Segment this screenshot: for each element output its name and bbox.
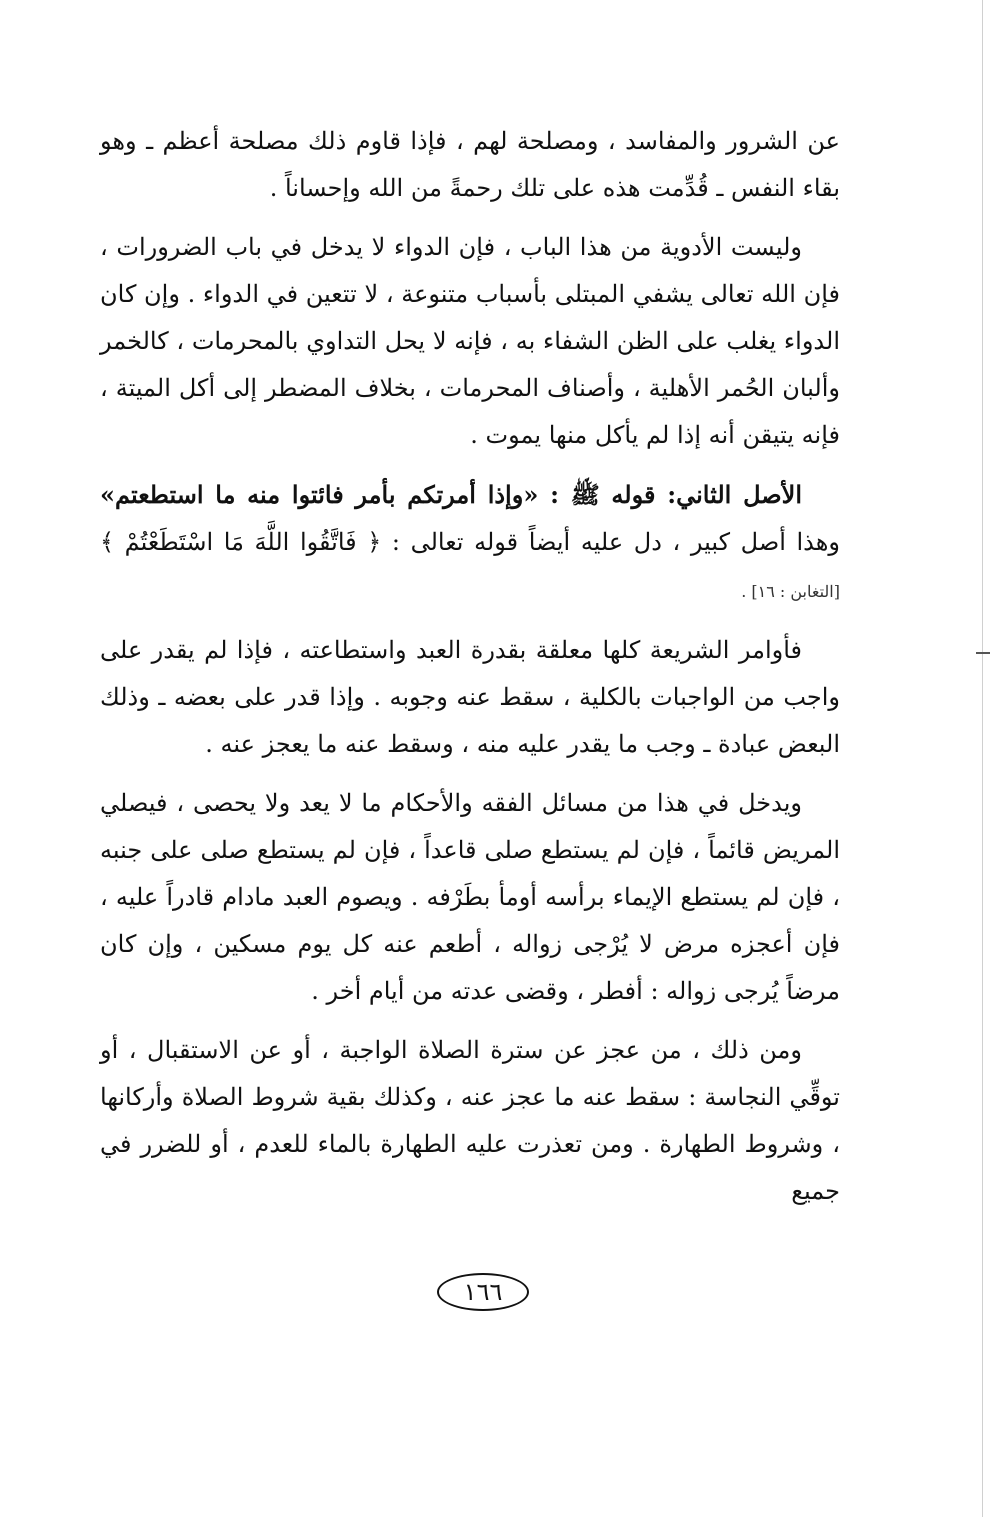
paragraph-asl: [100, 471, 840, 615]
asl-text: وهذا أصل كبير ، دل عليه أيضاً قوله تعالى :: [391, 528, 840, 556]
paragraph-6: ومن ذلك ، من عجز عن سترة الصلاة الواجبة ، أو عن الاستقبال ، أو توقِّي النجاسة : سقط عنه ما عجز عنه ، وكذلك بقية شروط الصلاة وأركانها ، وشروط الطهارة . ومن تعذرت عليه الطهارة بالماء للعدم ، أو للضرر في جميع: [100, 1036, 840, 1205]
paragraph-4: فأوامر الشريعة كلها معلقة بقدرة العبد واستطاعته ، فإذا لم يقدر على واجب من الواجبات بالكلية ، سقط عنه وجوبه . وإذا قدر على بعضه ـ وذلك البعض عبادة ـ وجب ما يقدر عليه منه ، وسقط عنه ما يعجز عنه .: [100, 636, 840, 758]
quran-verse: ﴿ فَاتَّقُوا اللَّهَ مَا اسْتَطَعْتُمْ ﴾: [100, 528, 382, 556]
paragraph-1: عن الشرور والمفاسد ، ومصلحة لهم ، فإذا قاوم ذلك مصلحة أعظم ـ وهو بقاء النفس ـ قُدِّمت هذه على تلك رحمةً من الله وإحساناً .: [100, 127, 841, 202]
body-text: [100, 118, 840, 1227]
paragraph-5: ويدخل في هذا من مسائل الفقه والأحكام ما لا يعد ولا يحصى ، فيصلي المريض قائماً ، فإن لم يستطع صلى قاعداً ، فإن لم يستطع صلى على جنبه ، فإن لم يستطع الإيماء برأسه أومأ بطَرْفه . ويصوم العبد مادام قادراً عليه ، فإن أعجزه مرض لا يُرْجى زواله ، أطعم عنه كل يوم مسكين ، وإن كان مرضاً يُرجى زواله : أفطر ، وقضى عدته من أيام أخر .: [100, 789, 840, 1005]
paragraph-2: وليست الأدوية من هذا الباب ، فإن الدواء لا يدخل في باب الضرورات ، فإن الله تعالى يشفي المبتلى بأسباب متنوعة ، لا تتعين في الدواء . وإن كان الدواء يغلب على الظن الشفاء به ، فإنه لا يحل التداوي بالمحرمات ، كالخمر وألبان الحُمر الأهلية ، وأصناف المحرمات ، بخلاف المضطر إلى أكل الميتة ، فإنه يتيقن أنه إذا لم يأكل منها يموت .: [100, 233, 840, 449]
asl-heading: الأصل الثاني: قوله ﷺ : «وإذا أمرتكم بأمر فائتوا منه ما استطعتم»: [100, 480, 802, 509]
scan-edge-mark: [976, 652, 990, 654]
page-number: ١٦٦: [437, 1273, 529, 1311]
surah-reference: [التغابن : ١٦] .: [741, 582, 840, 601]
scan-edge-line: [982, 0, 983, 1517]
